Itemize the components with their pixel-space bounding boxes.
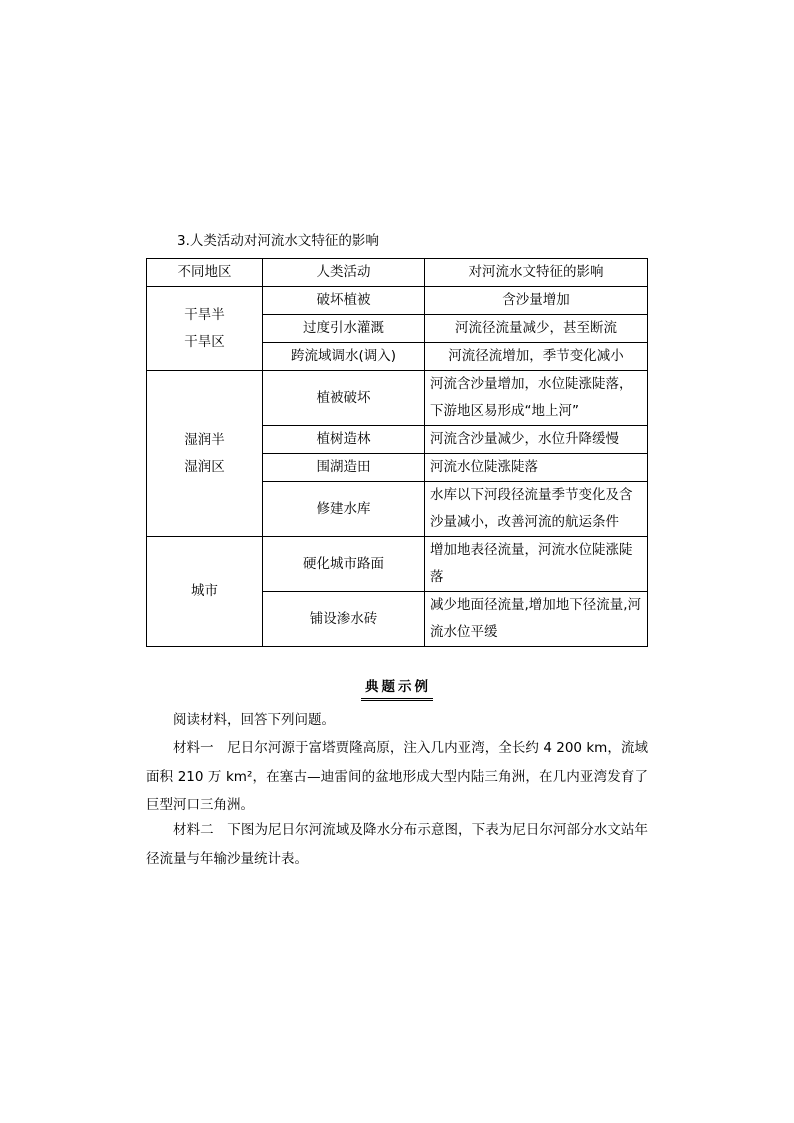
region-cell-arid [147, 287, 263, 371]
impact-cell: 河流水位陡涨陡落 [425, 454, 648, 482]
activity-cell: 修建水库 [263, 482, 425, 537]
activity-cell: 围湖造田 [263, 454, 425, 482]
table-row [147, 287, 648, 315]
activity-cell: 破坏植被 [263, 287, 425, 315]
region-line: 湿润区 [184, 458, 225, 475]
example-heading-wrap [0, 676, 794, 701]
material-two: 材料二 下图为尼日尔河流域及降水分布示意图，下表为尼日尔河部分水文站年径流量与年输沙量统计表。 [146, 822, 648, 867]
impact-cell: 河流径流量减少，甚至断流 [425, 315, 648, 343]
example-intro: 阅读材料，回答下列问题。 [173, 712, 335, 728]
region-line: 干旱区 [184, 333, 225, 350]
region-line: 城市 [191, 583, 218, 599]
activity-cell: 跨流域调水(调入) [263, 343, 425, 371]
table-row [147, 371, 648, 426]
header-activity: 人类活动 [263, 259, 425, 287]
impact-cell: 增加地表径流量，河流水位陡涨陡落 [425, 537, 648, 592]
section-title: 3.人类活动对河流水文特征的影响 [177, 233, 379, 249]
example-heading: 典题示例 [361, 678, 433, 701]
impact-cell: 河流含沙量减少，水位升降缓慢 [425, 426, 648, 454]
impact-cell: 河流径流增加，季节变化减小 [425, 343, 648, 371]
impact-cell: 减少地面径流量,增加地下径流量,河流水位平缓 [425, 592, 648, 647]
activity-cell: 硬化城市路面 [263, 537, 425, 592]
impact-cell: 含沙量增加 [425, 287, 648, 315]
impact-cell: 水库以下河段径流量季节变化及含沙量减小，改善河流的航运条件 [425, 482, 648, 537]
header-region: 不同地区 [147, 259, 263, 287]
header-impact: 对河流水文特征的影响 [425, 259, 648, 287]
activity-cell: 过度引水灌溉 [263, 315, 425, 343]
region-line: 湿润半 [184, 431, 225, 448]
impact-cell: 河流含沙量增加，水位陡涨陡落，下游地区易形成“地上河” [425, 371, 648, 426]
table-header-row [147, 259, 648, 287]
region-line: 干旱半 [184, 306, 225, 323]
human-activity-impact-table [146, 258, 648, 647]
material-one: 材料一 尼日尔河源于富塔贾隆高原，注入几内亚湾，全长约 4 200 km，流域面积 210 万 km²，在塞古—迪雷间的盆地形成大型内陆三角洲，在几内亚湾发育了巨型河口三角洲。 [146, 740, 648, 813]
table-row [147, 537, 648, 592]
region-cell-city [147, 537, 263, 647]
activity-cell: 植被破坏 [263, 371, 425, 426]
region-cell-humid [147, 371, 263, 537]
activity-cell: 铺设渗水砖 [263, 592, 425, 647]
activity-cell: 植树造林 [263, 426, 425, 454]
